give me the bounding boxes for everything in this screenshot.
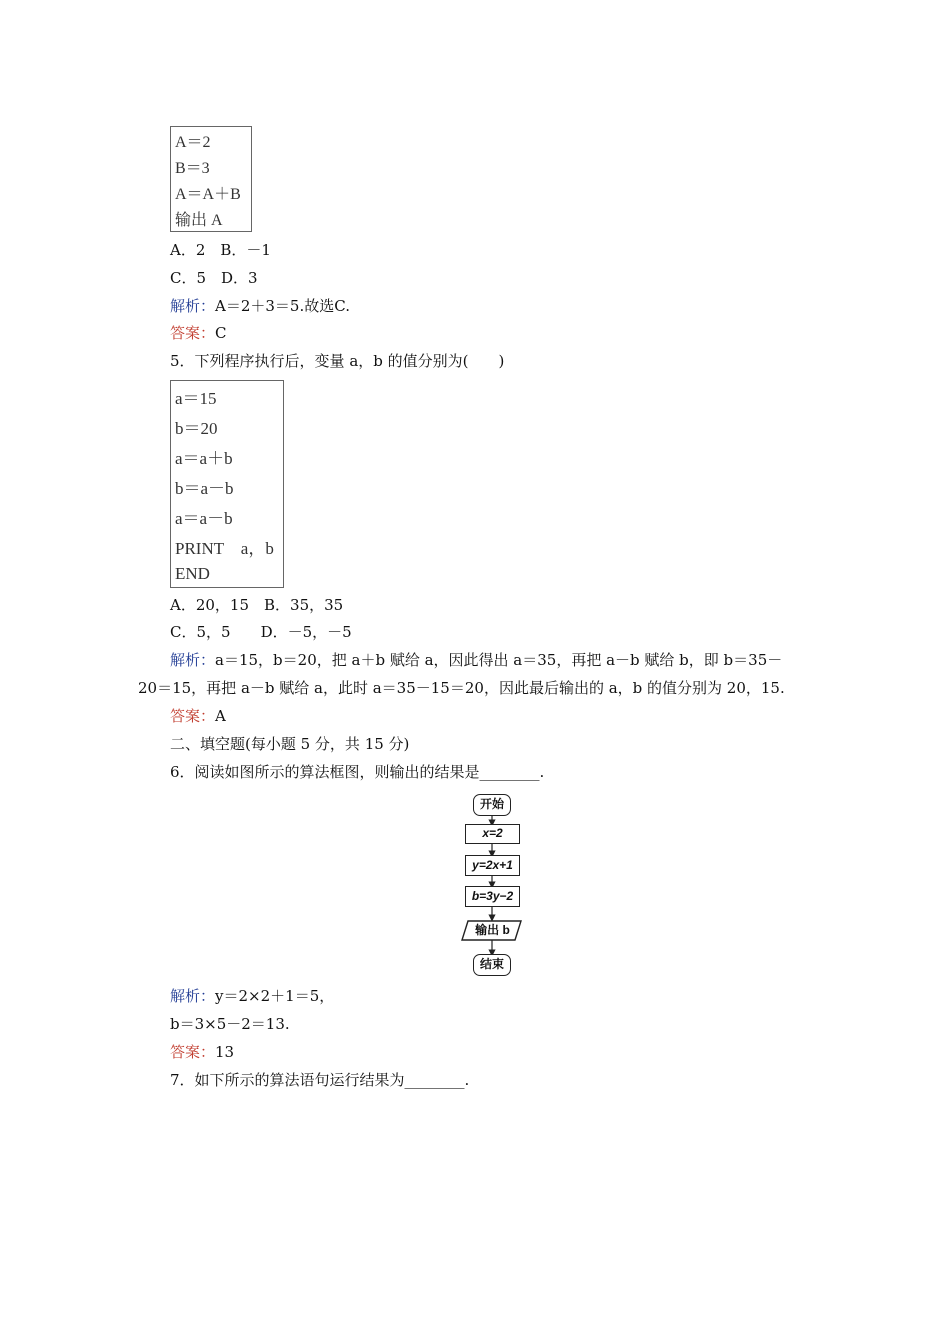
q5-options-line2: C．5，5 D．－5，－5: [170, 623, 352, 641]
analysis-text: a＝15，b＝20，把 a＋b 赋给 a，因此得出 a＝35，再把 a－b 赋给 b，即 b＝35－: [215, 651, 783, 669]
q5-code-line: b＝20: [175, 419, 218, 438]
answer-label: 答案：: [170, 324, 216, 342]
q4-code-box: [170, 126, 252, 232]
answer-value: A: [215, 707, 226, 725]
q6-stem: 6．阅读如图所示的算法框图，则输出的结果是________.: [170, 763, 545, 781]
q5-analysis-line2: 20＝15，再把 a－b 赋给 a，此时 a＝35－15＝20，因此最后输出的 a，b 的值分别为 20，15.: [138, 679, 785, 697]
flow-start-label: 开始: [479, 797, 504, 811]
q5-analysis-line1: [170, 650, 782, 670]
q5-code-line: b＝a－b: [175, 479, 234, 498]
flowchart-connectors: [455, 790, 535, 980]
answer-label: 答案：: [170, 1043, 216, 1061]
analysis-label: 解析：: [170, 987, 216, 1005]
q7-stem: 7．如下所示的算法语句运行结果为________.: [170, 1071, 470, 1089]
q5-answer: [170, 706, 226, 726]
flow-end-label: 结束: [479, 957, 504, 971]
q4-code-line: A＝A＋B: [175, 186, 241, 203]
flow-step-b: [465, 886, 520, 907]
flowchart: [455, 790, 535, 980]
section2-title: 二、填空题(每小题 5 分，共 15 分): [170, 735, 410, 753]
analysis-label: 解析：: [170, 651, 216, 669]
q4-code-line: 输出 A: [175, 212, 223, 229]
flow-start: [473, 794, 511, 816]
q6-answer: [170, 1042, 234, 1062]
q5-options-line1: A．20，15 B．35，35: [170, 596, 344, 614]
flow-step-y: [465, 855, 520, 876]
flow-step-x-label: x=2: [482, 826, 503, 840]
q5-code-line: PRINT a，b: [175, 539, 274, 558]
q4-options-line1: A．2 B．－1: [170, 241, 271, 259]
flow-step-x: [465, 824, 520, 844]
q5-code-line: a＝a－b: [175, 509, 233, 528]
q6-analysis-line2: b＝3×5－2＝13.: [170, 1015, 290, 1033]
q4-code-line: A＝2: [175, 134, 211, 151]
analysis-text: y＝2×2＋1＝5，: [215, 987, 335, 1005]
answer-value: C: [215, 324, 227, 342]
q5-code-line: END: [175, 564, 210, 583]
q4-analysis: [170, 296, 350, 316]
flow-end: [473, 954, 511, 976]
analysis-label: 解析：: [170, 297, 216, 315]
q5-code-line: a＝15: [175, 389, 217, 408]
q4-code-line: B＝3: [175, 160, 210, 177]
q5-stem: 5．下列程序执行后，变量 a，b 的值分别为( ): [170, 352, 505, 370]
flow-output: [465, 921, 520, 940]
flow-step-b-label: b=3y−2: [471, 889, 514, 903]
q4-answer: [170, 323, 227, 343]
answer-value: 13: [215, 1043, 235, 1061]
analysis-text: A＝2＋3＝5.故选C.: [215, 297, 350, 315]
q6-analysis-line1: [170, 986, 334, 1006]
flow-output-label: 输出 b: [475, 923, 510, 937]
q5-code-box: [170, 380, 284, 588]
q5-code-line: a＝a＋b: [175, 449, 233, 468]
q4-options-line2: C．5 D．3: [170, 269, 258, 287]
flow-step-y-label: y=2x+1: [472, 858, 513, 872]
answer-label: 答案：: [170, 707, 216, 725]
